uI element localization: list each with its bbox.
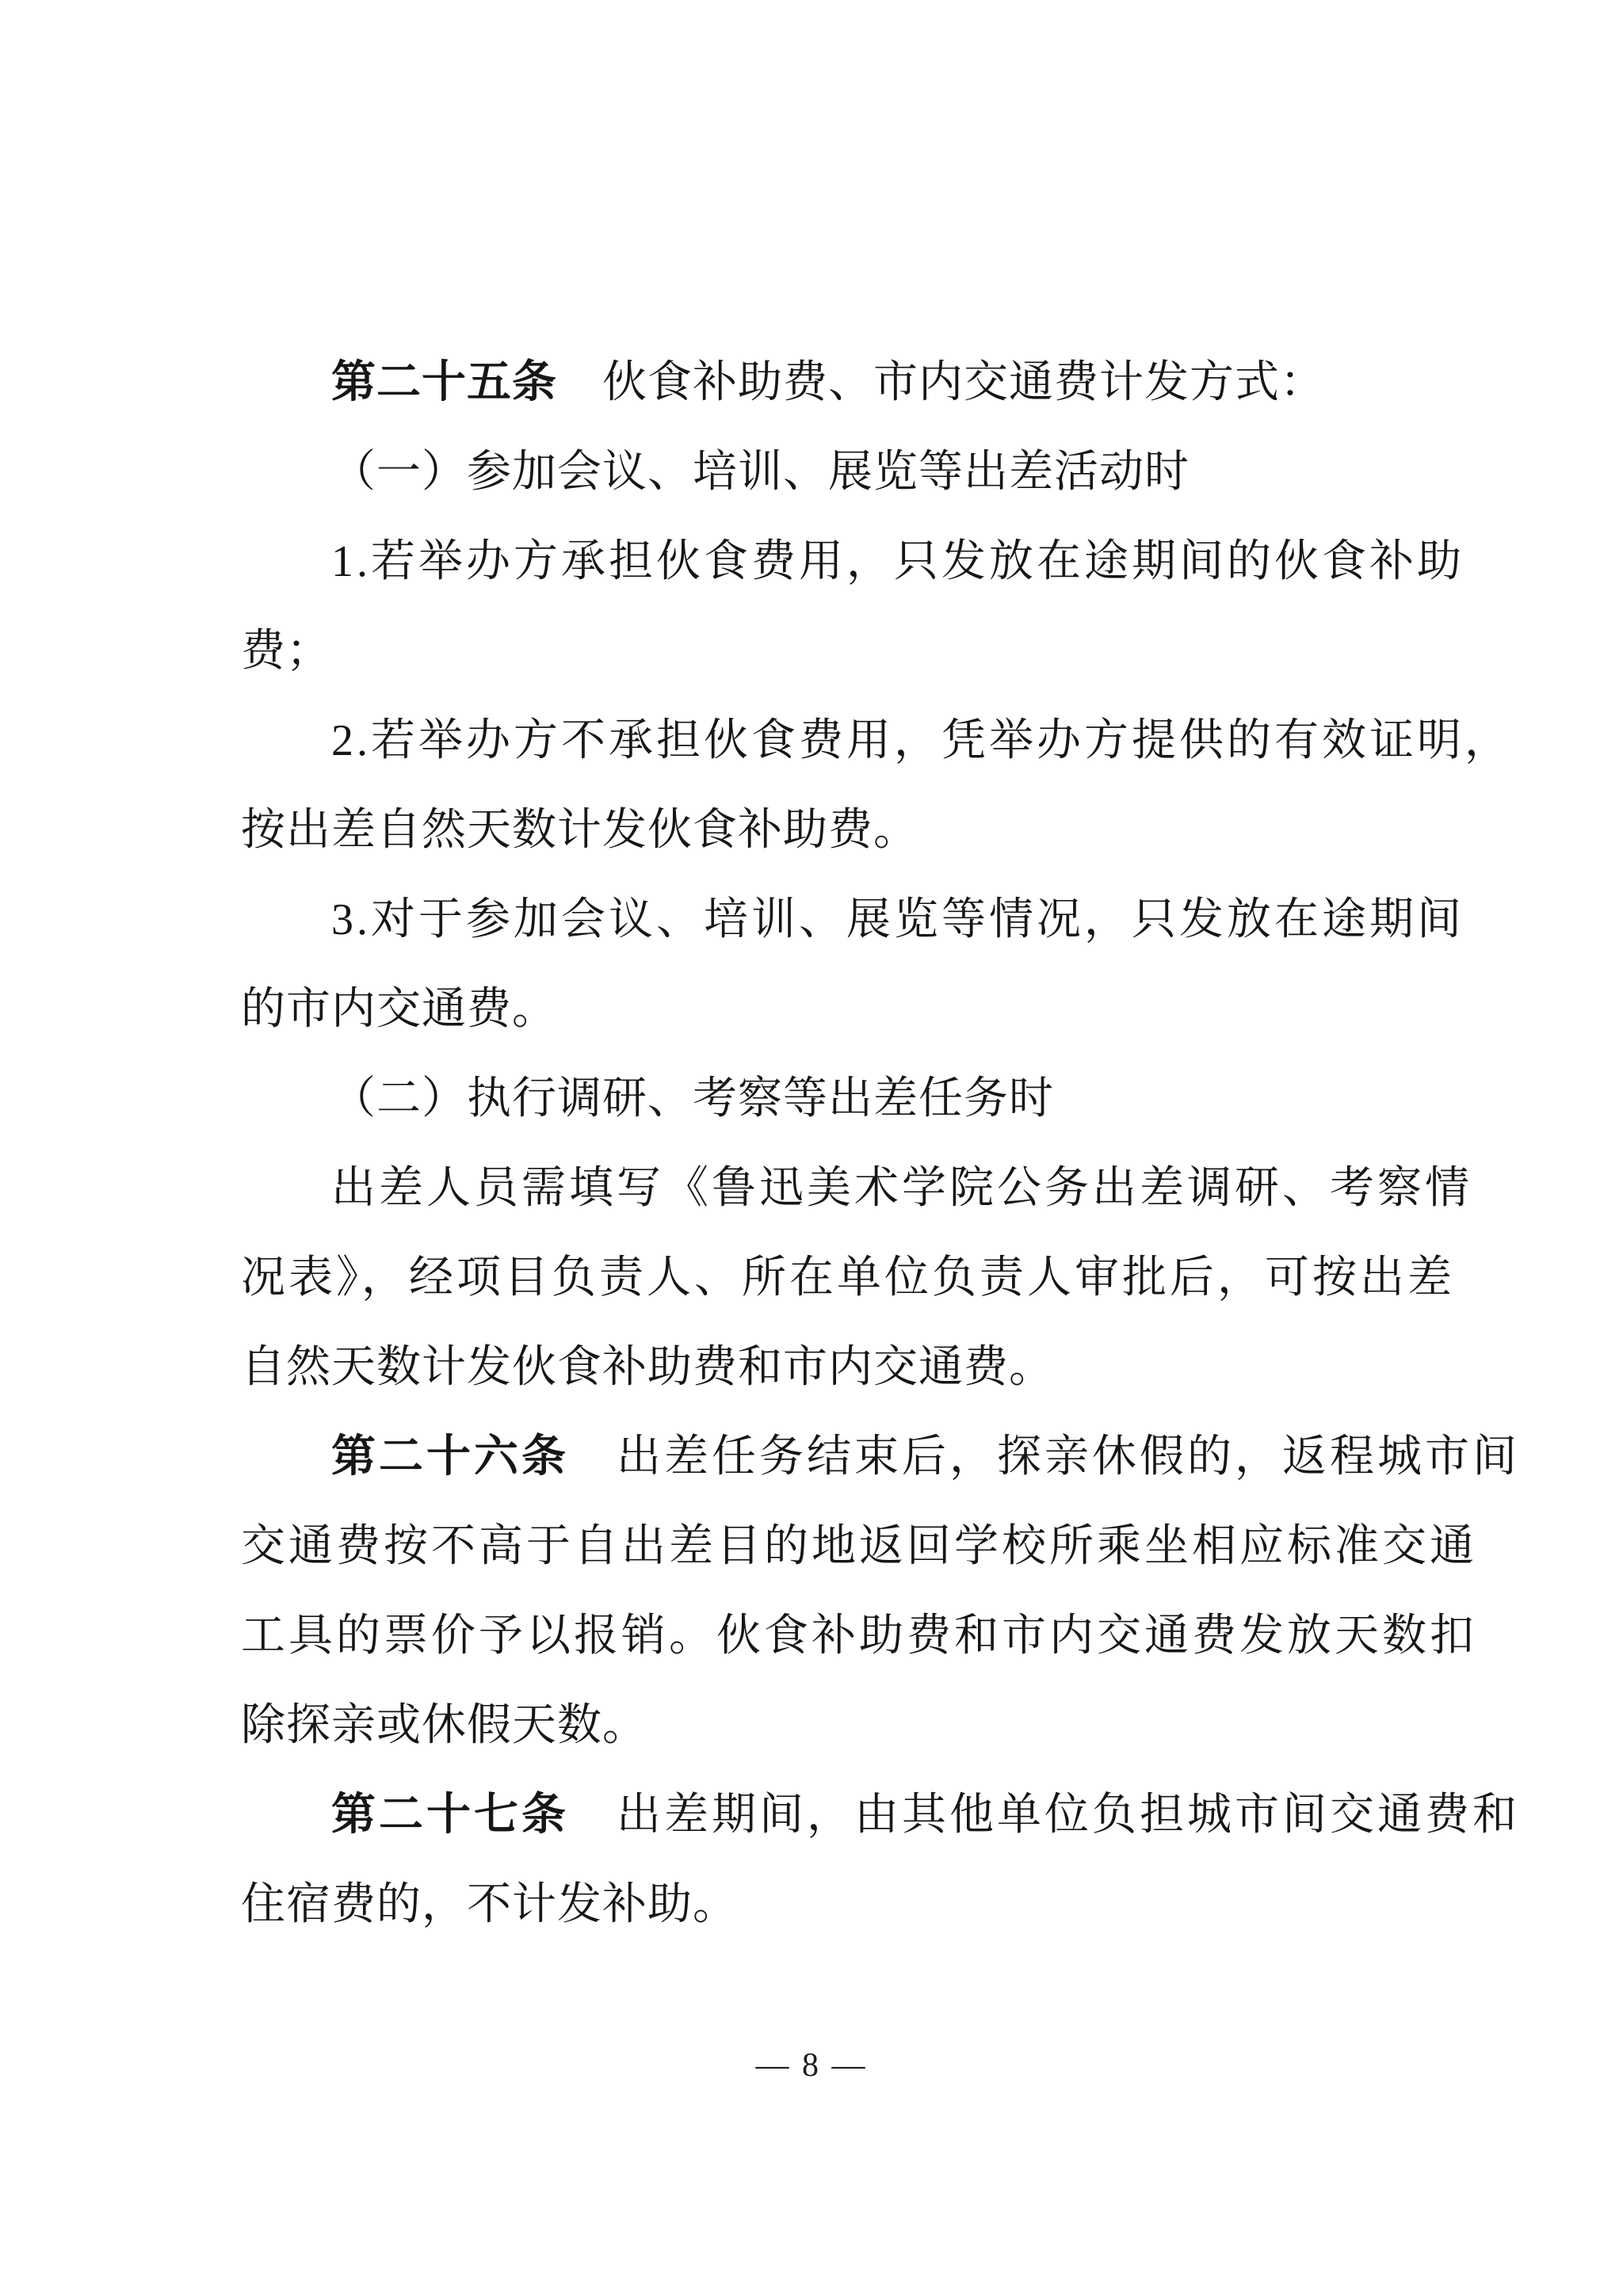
text-line: 2.若举办方不承担伙食费用，凭举办方提供的有效证明， [331, 716, 1512, 765]
text-line: 按出差自然天数计发伙食补助费。 [241, 806, 918, 855]
text-line: 交通费按不高于自出差目的地返回学校所乘坐相应标准交通 [241, 1522, 1477, 1571]
text-line: （二）执行调研、考察等出差任务时 [331, 1074, 1054, 1123]
article-26-heading-line [241, 1413, 1520, 1502]
text-line: （一）参加会议、培训、展览等出差活动时 [331, 448, 1190, 497]
text-line: 出差人员需填写《鲁迅美术学院公务出差调研、考察情 [331, 1164, 1472, 1213]
article-25-heading-line [241, 338, 1501, 428]
document-text-block [241, 338, 1520, 1950]
text-line: 1.若举办方承担伙食费用，只发放在途期间的伙食补助 [331, 537, 1465, 586]
article-25-number: 第二十五条 [331, 358, 557, 407]
text-line: 自然天数计发伙食补助费和市内交通费。 [241, 1343, 1054, 1392]
article-26-text: 出差任务结束后，探亲休假的，返程城市间 [569, 1432, 1520, 1482]
text-line: 除探亲或休假天数。 [241, 1701, 647, 1750]
text-line: 况表》，经项目负责人、所在单位负责人审批后，可按出差 [241, 1253, 1455, 1302]
page-number: — 8 — [755, 2047, 868, 2084]
text-line: 的市内交通费。 [241, 985, 557, 1034]
text-line: 费； [241, 627, 331, 676]
article-27-heading-line [241, 1771, 1520, 1860]
article-27-number: 第二十七条 [331, 1791, 569, 1840]
text-line: 3.对于参加会议、培训、展览等情况，只发放在途期间 [331, 895, 1465, 944]
article-25-title: 伙食补助费、市内交通费计发方式： [557, 358, 1325, 407]
article-26-number: 第二十六条 [331, 1432, 569, 1482]
text-line: 住宿费的，不计发补助。 [241, 1880, 738, 1929]
text-line: 工具的票价予以报销。伙食补助费和市内交通费发放天数扣 [241, 1611, 1477, 1661]
article-27-text: 出差期间，由其他单位负担城市间交通费和 [569, 1791, 1520, 1840]
